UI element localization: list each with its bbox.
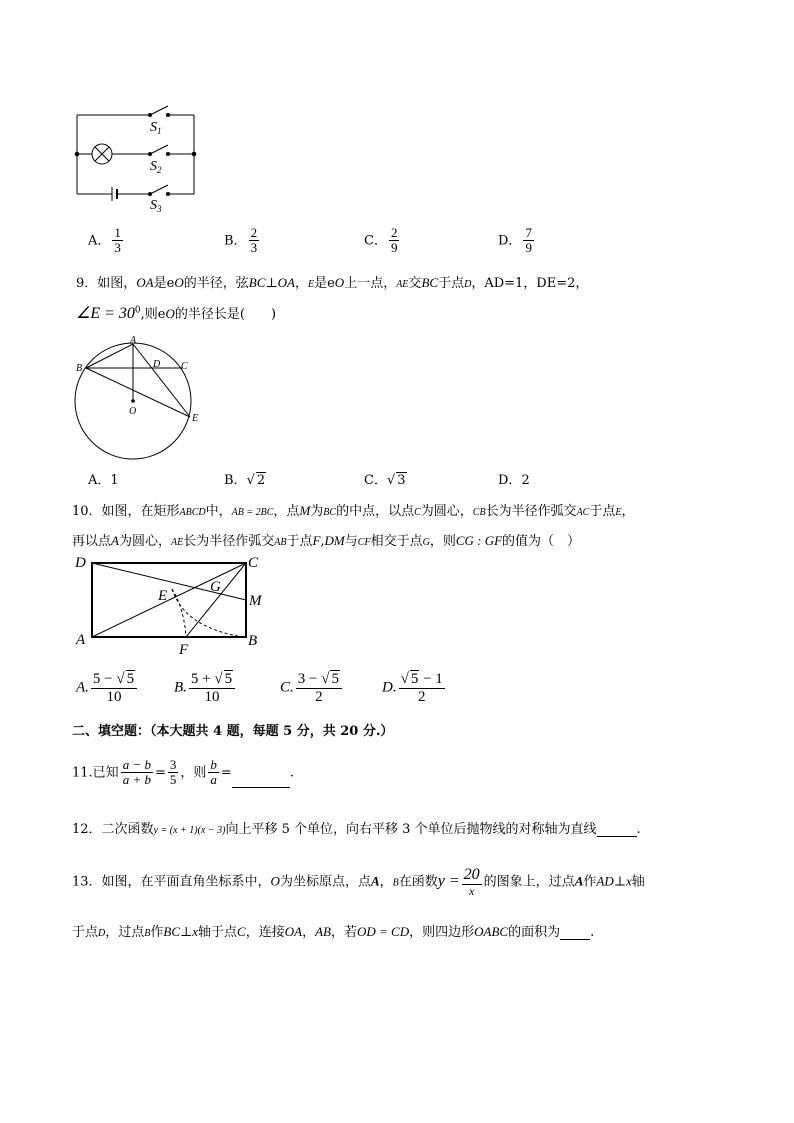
- q8-option-d[interactable]: [498, 226, 536, 256]
- section-title-fill-in: 二、填空题：（本大题共 4 题，每题 5 分，共 20 分.）: [72, 724, 394, 739]
- option-fraction: $\frac{3 - √ 5}{2}$: [296, 670, 342, 705]
- svg-text:E: E: [158, 588, 168, 604]
- q13-line-2: 于点D，过点B作BC⊥x轴于点C，连接OA，AB，若OD = CD，则四边形OABC的面积为 .: [72, 924, 595, 940]
- segment-be: [86, 368, 190, 417]
- switch-label-s3: $S_3$: [150, 198, 162, 214]
- q13-line-1: 13．如图，在平面直角坐标系中，O为坐标原点，点A，B在函数y = $\frac{20}{x}$ 的图象上，过点A作AD⊥x轴: [72, 866, 645, 898]
- q9-option-d[interactable]: D．2: [498, 473, 530, 488]
- svg-text:B: B: [76, 363, 83, 374]
- circuit-diagram: [70, 98, 205, 216]
- option-letter: B．: [224, 233, 247, 249]
- q10-option-b[interactable]: B. $\frac{5 + √ 5}{10}$: [174, 670, 237, 705]
- option-fraction: $\frac{2}{3}$: [250, 225, 258, 256]
- q10-option-a[interactable]: A. $\frac{5 - √ 5}{10}$: [76, 670, 139, 705]
- q11-answer-blank[interactable]: [232, 773, 290, 788]
- q9-line-2: ∠E = $30^0$,则eO的半径长是( ): [76, 305, 277, 322]
- svg-text:C: C: [248, 555, 259, 571]
- arc-ce: [172, 589, 244, 637]
- diagonal-ac: [92, 563, 246, 637]
- option-fraction: $\frac{1}{3}$: [114, 225, 121, 256]
- svg-text:O: O: [129, 406, 137, 417]
- q8-option-c[interactable]: [364, 226, 401, 256]
- q11-line: 11.已知 $\frac{a - b}{a + b}$ = $\frac{3}{5}$ ，则 $\frac{b}{a}$ = .: [72, 757, 294, 788]
- q10-line-2: 再以点A为圆心，AE长为半径作弧交AB于点F,DM与CF相交于点G，则CG : GF的值为（ ）: [72, 533, 581, 549]
- svg-text:E: E: [192, 413, 199, 424]
- option-letter: C．: [364, 233, 387, 249]
- option-letter: A．: [88, 233, 111, 249]
- q8-option-a[interactable]: [88, 226, 125, 256]
- q9-circle-figure: [70, 334, 210, 462]
- q10-option-c[interactable]: C. $\frac{3 - √ 5}{2}$: [280, 670, 344, 705]
- q10-rectangle-figure: [72, 553, 272, 660]
- switch-label-s1: $S_1$: [150, 120, 162, 136]
- option-fraction: $\frac{√ 5 - 1}{2}$: [400, 671, 443, 705]
- q10-option-d[interactable]: D. $\frac{√ 5 - 1}{2}$: [382, 671, 443, 705]
- svg-text:C: C: [181, 361, 188, 372]
- q9-option-c[interactable]: C．√ 3: [364, 473, 406, 488]
- q9-line-1: 9．如图，OA是eO的半径，弦BC⊥OA，E是eO上一点，AE交BC于点D，AD=1，DE=2，: [76, 275, 589, 291]
- segment-dm: [92, 563, 246, 600]
- svg-text:G: G: [210, 579, 221, 595]
- switch-label-s2: $S_2$: [150, 159, 162, 175]
- q13-answer-blank[interactable]: [560, 925, 590, 940]
- svg-text:D: D: [153, 359, 161, 370]
- q9-option-a[interactable]: A．1: [88, 473, 119, 488]
- segment-cf: [186, 563, 246, 637]
- svg-text:A: A: [76, 632, 86, 648]
- svg-text:D: D: [75, 555, 86, 571]
- q9-option-b[interactable]: B．√ 2: [224, 473, 266, 488]
- option-fraction: $\frac{5 - √ 5}{10}$: [91, 670, 137, 705]
- svg-text:M: M: [249, 593, 262, 609]
- arc-ef: [172, 589, 186, 637]
- segment-ae: [133, 344, 190, 417]
- q12-answer-blank[interactable]: [597, 822, 637, 837]
- q8-option-b[interactable]: [224, 226, 261, 256]
- q12-line: 12．二次函数y = (x + 1)(x − 3)向上平移 5 个单位，向右平移 3 个单位后抛物线的对称轴为直线 .: [72, 822, 641, 837]
- svg-text:F: F: [179, 642, 189, 658]
- option-fraction: $\frac{7}{9}$: [525, 225, 532, 256]
- option-fraction: $\frac{2}{9}$: [390, 225, 398, 256]
- svg-text:A: A: [130, 335, 137, 346]
- option-fraction: $\frac{5 + √ 5}{10}$: [189, 670, 235, 705]
- option-letter: D．: [498, 233, 522, 249]
- q10-line-1: 10．如图，在矩形ABCD中，AB = 2BC，点M为BC的中点，以点C为圆心，CB长为半径作弧交AC于点E，: [72, 503, 635, 519]
- svg-text:B: B: [248, 633, 258, 649]
